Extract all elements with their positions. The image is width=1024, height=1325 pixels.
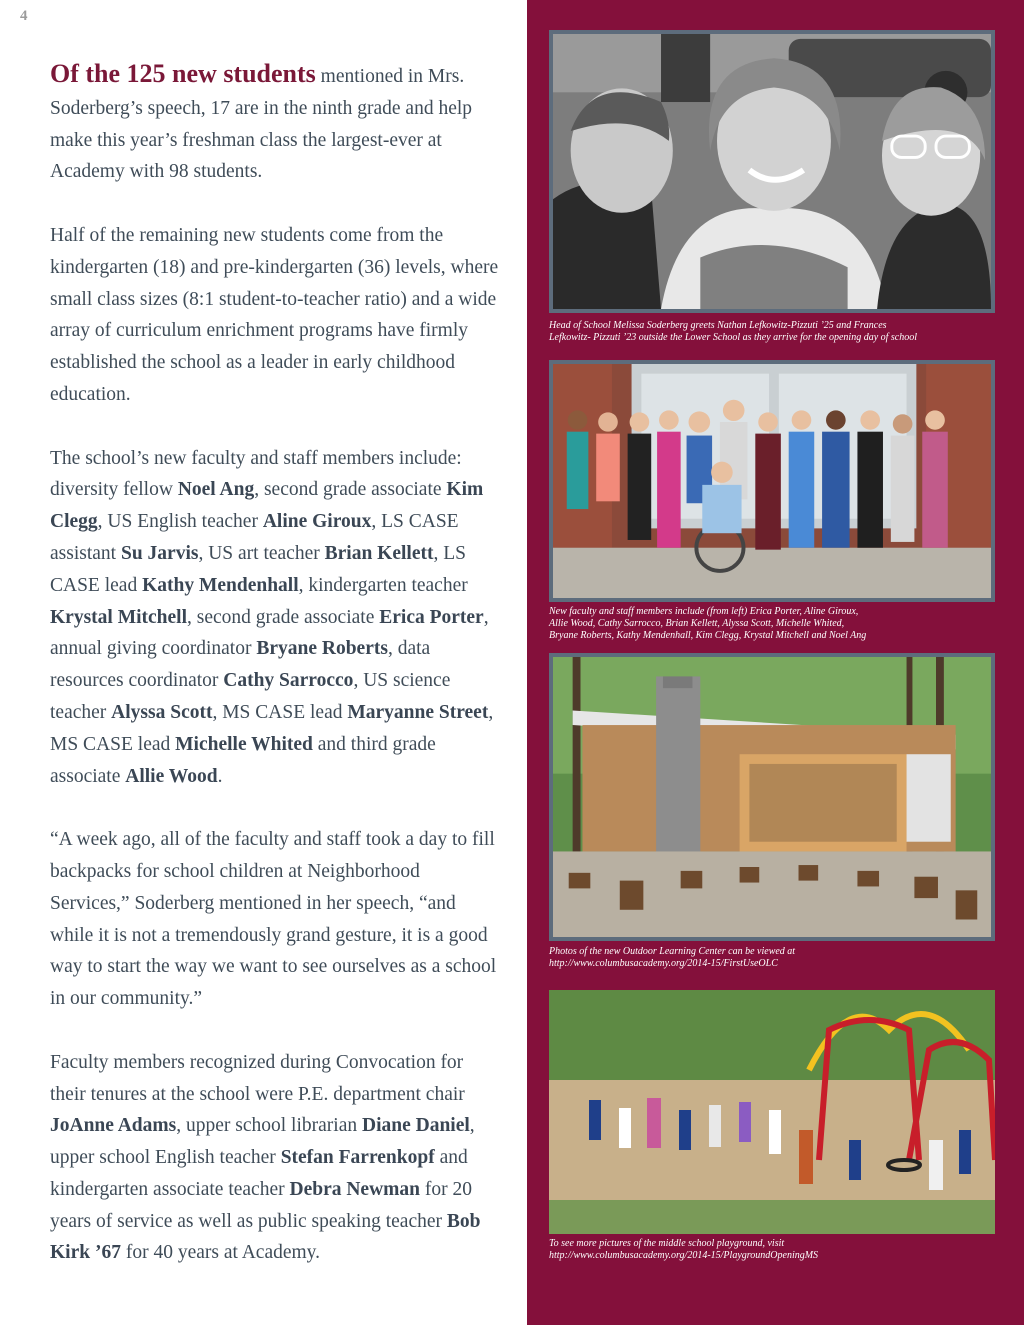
caption-line: Lefkowitz- Pizzuti ’23 outside the Lower School as they arrive for the opening day of school	[549, 332, 918, 343]
staff-name: Su Jarvis	[120, 542, 199, 564]
caption-line: http://www.columbusacademy.org/2014-15/PlaygroundOpeningMS	[549, 1250, 819, 1261]
staff-name: Krystal Mitchell	[50, 606, 188, 628]
paragraph-text: , upper school librarian	[176, 1115, 362, 1137]
photo-outdoor-learning-center	[549, 653, 995, 941]
paragraph-text: Faculty members recognized during Convocation for their tenures at the school were P.E. department chair	[50, 1051, 465, 1105]
paragraph-text: , MS CASE lead	[50, 701, 494, 755]
photo-head-of-school-image	[553, 34, 991, 309]
photo-sidebar	[527, 0, 1024, 1325]
paragraph-text: , annual giving coordinator	[50, 606, 489, 660]
caption-line: Head of School Melissa Soderberg greets Nathan Lefkowitz-Pizzuti ’25 and Frances	[549, 320, 887, 331]
page-number: 4	[20, 8, 28, 24]
paragraph-text: for 20 years of service as well as public speaking teacher	[50, 1178, 473, 1232]
paragraph-text: mentioned in Mrs. Soderberg’s speech, 17 are in the ninth grade and help make this year’s freshman class the largest-ever at Academy with 98 students.	[50, 66, 473, 183]
photo-playground-image	[549, 990, 995, 1234]
caption-line: Bryane Roberts, Kathy Mendenhall, Kim Clegg, Krystal Mitchell and Noel Ang	[549, 630, 867, 641]
paragraph-text: , US science teacher	[50, 670, 451, 723]
staff-name: Debra Newman	[289, 1178, 421, 1200]
staff-name: Erica Porter	[379, 606, 484, 628]
caption-outdoor-learning-center	[549, 946, 1009, 970]
paragraph-text: , second grade associate	[187, 606, 380, 628]
paragraph-text: .	[217, 765, 223, 787]
staff-name: Noel Ang	[177, 479, 255, 501]
article-paragraph-2: Half of the remaining new students come from the kindergarten (18) and pre-kindergarten (36) levels, where small class sizes (8:1 student-to-teacher ratio) and a wide array of curriculum enrichment programs have firmly established the school as a leader in early childhood education.	[50, 224, 499, 405]
paragraph-text: , kindergarten teacher	[298, 574, 468, 596]
caption-line: Allie Wood, Cathy Sarrocco, Brian Kellett, Alyssa Scott, Michelle Whited,	[549, 618, 845, 629]
caption-playground	[549, 1238, 1009, 1262]
paragraph-text: and kindergarten associate teacher	[50, 1147, 468, 1200]
article-paragraph-5	[50, 1047, 502, 1270]
paragraph-text: , LS CASE assistant	[50, 511, 459, 564]
staff-name: Kathy Mendenhall	[142, 574, 299, 596]
paragraph-text: , second grade associate	[254, 479, 447, 501]
caption-new-faculty	[549, 606, 1009, 642]
staff-name: Bryane Roberts	[256, 638, 388, 660]
staff-name: Bob Kirk ’67	[50, 1210, 481, 1264]
staff-name: Stefan Farrenkopf	[280, 1147, 435, 1169]
paragraph-text: , data resources coordinator	[50, 638, 431, 692]
staff-name: Cathy Sarrocco	[223, 670, 354, 692]
staff-name: Michelle Whited	[175, 733, 313, 755]
paragraph-text: The school’s new faculty and staff members include: diversity fellow	[50, 447, 462, 501]
article-paragraph-1	[50, 58, 502, 188]
staff-name: Allie Wood	[125, 765, 218, 787]
staff-name: Brian Kellett	[324, 542, 434, 564]
caption-line: To see more pictures of the middle school playground, visit	[549, 1238, 785, 1249]
paragraph-text: and third grade associate	[50, 733, 436, 787]
staff-name: Maryanne Street	[347, 701, 489, 723]
caption-line: New faculty and staff members include (from left) Erica Porter, Aline Giroux,	[549, 606, 859, 617]
lead-heading: Of the 125 new students	[50, 59, 316, 88]
caption-head-of-school	[549, 320, 1009, 344]
staff-name: Diane Daniel	[362, 1115, 470, 1137]
paragraph-text: , US art teacher	[198, 542, 325, 564]
paragraph-text: for 40 years at Academy.	[120, 1242, 321, 1264]
paragraph-text: , US English teacher	[97, 511, 263, 533]
photo-new-faculty-image	[553, 364, 991, 598]
paragraph-text: , LS CASE lead	[50, 542, 466, 596]
staff-name: JoAnne Adams	[50, 1115, 177, 1137]
article-body	[50, 58, 502, 1301]
photo-outdoor-learning-center-image	[553, 657, 991, 937]
photo-playground	[549, 990, 995, 1234]
article-paragraph-3	[50, 443, 502, 793]
staff-name: Kim Clegg	[50, 479, 484, 533]
paragraph-text: , upper school English teacher	[50, 1115, 475, 1169]
photo-new-faculty	[549, 360, 995, 602]
staff-name: Alyssa Scott	[111, 701, 213, 723]
caption-line: Photos of the new Outdoor Learning Center can be viewed at	[549, 946, 796, 957]
paragraph-text: , MS CASE lead	[212, 701, 348, 723]
caption-line: http://www.columbusacademy.org/2014-15/FirstUseOLC	[549, 958, 778, 969]
staff-name: Aline Giroux	[262, 511, 372, 533]
photo-head-of-school	[549, 30, 995, 313]
article-paragraph-4: “A week ago, all of the faculty and staff took a day to fill backpacks for school children at Neighborhood Services,” Soderberg mentioned in her speech, “and while it is not a tremendously grand gesture, it is a good way to start the way we want to see ourselves as a school in our community.”	[50, 829, 497, 1010]
